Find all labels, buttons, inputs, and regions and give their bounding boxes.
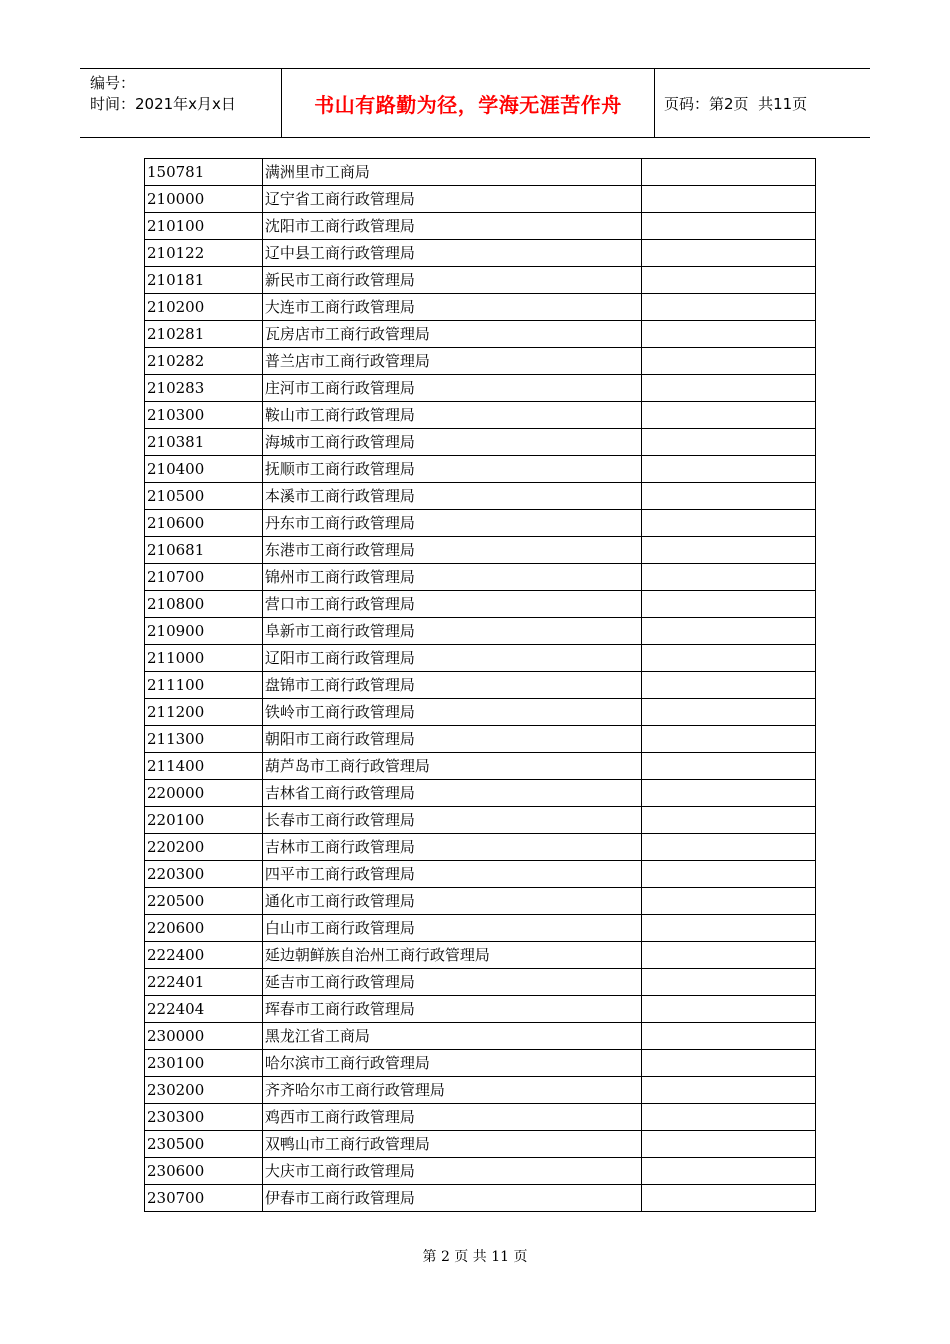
- table-row: [145, 861, 816, 888]
- remark-cell: [641, 699, 815, 726]
- agency-name-cell: 满洲里市工商局: [262, 159, 641, 186]
- agency-name-cell: 抚顺市工商行政管理局: [262, 456, 641, 483]
- remark-cell: [641, 996, 815, 1023]
- code-cell: 210300: [145, 402, 263, 429]
- agency-name-cell: 瓦房店市工商行政管理局: [262, 321, 641, 348]
- code-cell: 210283: [145, 375, 263, 402]
- remark-cell: [641, 1131, 815, 1158]
- agency-name-cell: 大庆市工商行政管理局: [262, 1158, 641, 1185]
- header-page-info: 页码：第2页 共11页: [664, 94, 808, 113]
- table-row: [145, 1077, 816, 1104]
- code-table-body: [145, 159, 816, 1212]
- table-row: [145, 456, 816, 483]
- agency-name-cell: 鞍山市工商行政管理局: [262, 402, 641, 429]
- remark-cell: [641, 672, 815, 699]
- remark-cell: [641, 456, 815, 483]
- remark-cell: [641, 888, 815, 915]
- table-row: [145, 159, 816, 186]
- remark-cell: [641, 267, 815, 294]
- agency-name-cell: 庄河市工商行政管理局: [262, 375, 641, 402]
- code-cell: 220100: [145, 807, 263, 834]
- table-row: [145, 591, 816, 618]
- agency-name-cell: 吉林省工商行政管理局: [262, 780, 641, 807]
- table-row: [145, 1104, 816, 1131]
- table-row: [145, 969, 816, 996]
- table-row: [145, 699, 816, 726]
- code-cell: 210100: [145, 213, 263, 240]
- table-row: [145, 1131, 816, 1158]
- remark-cell: [641, 510, 815, 537]
- code-cell: 230300: [145, 1104, 263, 1131]
- code-cell: 230100: [145, 1050, 263, 1077]
- table-row: [145, 1158, 816, 1185]
- code-cell: 210400: [145, 456, 263, 483]
- table-row: [145, 1023, 816, 1050]
- code-cell: 230700: [145, 1185, 263, 1212]
- agency-name-cell: 海城市工商行政管理局: [262, 429, 641, 456]
- remark-cell: [641, 1077, 815, 1104]
- agency-name-cell: 本溪市工商行政管理局: [262, 483, 641, 510]
- table-row: [145, 429, 816, 456]
- remark-cell: [641, 402, 815, 429]
- code-cell: 222404: [145, 996, 263, 1023]
- code-cell: 210381: [145, 429, 263, 456]
- remark-cell: [641, 780, 815, 807]
- serial-label: 编号：: [90, 74, 136, 92]
- table-row: [145, 483, 816, 510]
- code-cell: 222400: [145, 942, 263, 969]
- table-row: [145, 807, 816, 834]
- remark-cell: [641, 591, 815, 618]
- agency-name-cell: 大连市工商行政管理局: [262, 294, 641, 321]
- header-meta: [90, 73, 282, 115]
- remark-cell: [641, 861, 815, 888]
- code-cell: 220600: [145, 915, 263, 942]
- code-cell: 230200: [145, 1077, 263, 1104]
- agency-name-cell: 四平市工商行政管理局: [262, 861, 641, 888]
- code-cell: 210000: [145, 186, 263, 213]
- code-cell: 230600: [145, 1158, 263, 1185]
- table-row: [145, 888, 816, 915]
- agency-name-cell: 延吉市工商行政管理局: [262, 969, 641, 996]
- table-row: [145, 267, 816, 294]
- table-row: [145, 240, 816, 267]
- remark-cell: [641, 186, 815, 213]
- code-table: [144, 158, 816, 1212]
- remark-cell: [641, 726, 815, 753]
- code-cell: 230500: [145, 1131, 263, 1158]
- code-cell: 211200: [145, 699, 263, 726]
- agency-name-cell: 白山市工商行政管理局: [262, 915, 641, 942]
- agency-name-cell: 锦州市工商行政管理局: [262, 564, 641, 591]
- agency-name-cell: 丹东市工商行政管理局: [262, 510, 641, 537]
- table-row: [145, 1185, 816, 1212]
- table-row: [145, 753, 816, 780]
- code-cell: 210122: [145, 240, 263, 267]
- table-row: [145, 564, 816, 591]
- table-row: [145, 537, 816, 564]
- remark-cell: [641, 537, 815, 564]
- table-row: [145, 213, 816, 240]
- agency-name-cell: 阜新市工商行政管理局: [262, 618, 641, 645]
- code-cell: 210900: [145, 618, 263, 645]
- code-cell: 222401: [145, 969, 263, 996]
- remark-cell: [641, 294, 815, 321]
- remark-cell: [641, 564, 815, 591]
- code-cell: 230000: [145, 1023, 263, 1050]
- remark-cell: [641, 942, 815, 969]
- code-cell: 210600: [145, 510, 263, 537]
- remark-cell: [641, 807, 815, 834]
- remark-cell: [641, 1185, 815, 1212]
- code-cell: 211100: [145, 672, 263, 699]
- agency-name-cell: 辽中县工商行政管理局: [262, 240, 641, 267]
- code-cell: 210200: [145, 294, 263, 321]
- agency-name-cell: 东港市工商行政管理局: [262, 537, 641, 564]
- table-row: [145, 726, 816, 753]
- remark-cell: [641, 429, 815, 456]
- agency-name-cell: 长春市工商行政管理局: [262, 807, 641, 834]
- code-cell: 211300: [145, 726, 263, 753]
- remark-cell: [641, 159, 815, 186]
- code-cell: 150781: [145, 159, 263, 186]
- time-label: 时间：2021年x月x日: [90, 95, 236, 113]
- code-cell: 220200: [145, 834, 263, 861]
- table-row: [145, 834, 816, 861]
- agency-name-cell: 珲春市工商行政管理局: [262, 996, 641, 1023]
- agency-name-cell: 朝阳市工商行政管理局: [262, 726, 641, 753]
- agency-name-cell: 辽阳市工商行政管理局: [262, 645, 641, 672]
- table-row: [145, 321, 816, 348]
- table-row: [145, 186, 816, 213]
- agency-name-cell: 黑龙江省工商局: [262, 1023, 641, 1050]
- table-row: [145, 942, 816, 969]
- code-cell: 220300: [145, 861, 263, 888]
- remark-cell: [641, 348, 815, 375]
- remark-cell: [641, 240, 815, 267]
- agency-name-cell: 齐齐哈尔市工商行政管理局: [262, 1077, 641, 1104]
- remark-cell: [641, 915, 815, 942]
- table-row: [145, 780, 816, 807]
- header-divider: [654, 69, 655, 137]
- agency-name-cell: 盘锦市工商行政管理局: [262, 672, 641, 699]
- agency-name-cell: 通化市工商行政管理局: [262, 888, 641, 915]
- code-cell: 220000: [145, 780, 263, 807]
- remark-cell: [641, 321, 815, 348]
- code-cell: 211400: [145, 753, 263, 780]
- agency-name-cell: 吉林市工商行政管理局: [262, 834, 641, 861]
- page-footer: 第 2 页 共 11 页: [422, 1249, 528, 1265]
- table-row: [145, 996, 816, 1023]
- remark-cell: [641, 1023, 815, 1050]
- remark-cell: [641, 834, 815, 861]
- table-row: [145, 618, 816, 645]
- table-row: [145, 375, 816, 402]
- code-cell: 210282: [145, 348, 263, 375]
- remark-cell: [641, 1050, 815, 1077]
- code-cell: 210281: [145, 321, 263, 348]
- remark-cell: [641, 1104, 815, 1131]
- agency-name-cell: 鸡西市工商行政管理局: [262, 1104, 641, 1131]
- code-cell: 210681: [145, 537, 263, 564]
- table-row: [145, 294, 816, 321]
- code-cell: 210500: [145, 483, 263, 510]
- agency-name-cell: 沈阳市工商行政管理局: [262, 213, 641, 240]
- code-cell: 220500: [145, 888, 263, 915]
- table-row: [145, 645, 816, 672]
- table-row: [145, 402, 816, 429]
- agency-name-cell: 哈尔滨市工商行政管理局: [262, 1050, 641, 1077]
- code-cell: 210181: [145, 267, 263, 294]
- table-row: [145, 510, 816, 537]
- header-motto: 书山有路勤为径，学海无涯苦作舟: [314, 92, 622, 117]
- agency-name-cell: 双鸭山市工商行政管理局: [262, 1131, 641, 1158]
- agency-name-cell: 葫芦岛市工商行政管理局: [262, 753, 641, 780]
- agency-name-cell: 伊春市工商行政管理局: [262, 1185, 641, 1212]
- table-row: [145, 1050, 816, 1077]
- remark-cell: [641, 1158, 815, 1185]
- code-cell: 210800: [145, 591, 263, 618]
- remark-cell: [641, 213, 815, 240]
- page-header: [80, 68, 870, 138]
- remark-cell: [641, 375, 815, 402]
- agency-name-cell: 辽宁省工商行政管理局: [262, 186, 641, 213]
- agency-name-cell: 普兰店市工商行政管理局: [262, 348, 641, 375]
- remark-cell: [641, 618, 815, 645]
- table-row: [145, 348, 816, 375]
- table-row: [145, 672, 816, 699]
- remark-cell: [641, 753, 815, 780]
- agency-name-cell: 延边朝鲜族自治州工商行政管理局: [262, 942, 641, 969]
- agency-name-cell: 新民市工商行政管理局: [262, 267, 641, 294]
- remark-cell: [641, 969, 815, 996]
- agency-name-cell: 营口市工商行政管理局: [262, 591, 641, 618]
- table-row: [145, 915, 816, 942]
- code-cell: 211000: [145, 645, 263, 672]
- code-cell: 210700: [145, 564, 263, 591]
- agency-name-cell: 铁岭市工商行政管理局: [262, 699, 641, 726]
- remark-cell: [641, 483, 815, 510]
- remark-cell: [641, 645, 815, 672]
